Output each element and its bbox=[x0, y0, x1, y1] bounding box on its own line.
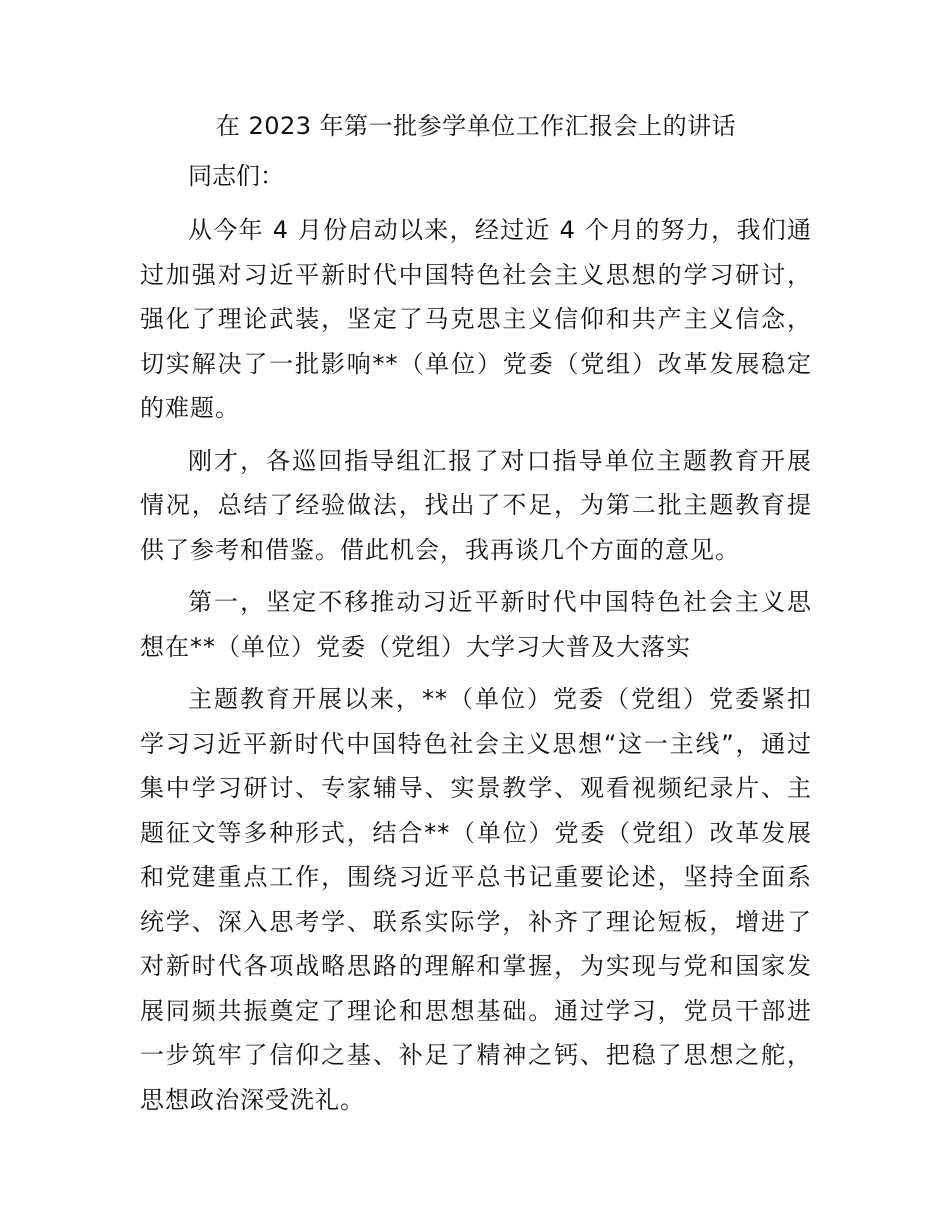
paragraph-study-summary: 主题教育开展以来，**（单位）党委（党组）党委紧扣学习习近平新时代中国特色社会主义思想“这一主线”，通过集中学习研讨、专家辅导、实景教学、观看视频纪录片、主题征文等多种形式，结合**（单位）党委（党组）改革发展和党建重点工作，围绕习近平总书记重要论述，坚持全面系统学、深入思考学、联系实际学，补齐了理论短板，增进了对新时代各项战略思路的理解和掌握，为实现与党和国家发展同频共振奠定了理论和思想基础。通过学习，党员干部进一步筑牢了信仰之基、补足了精神之钙、把稳了思想之舵，思想政治深受洗礼。 bbox=[140, 685, 812, 1114]
paragraph-intro: 从今年 4 月份启动以来，经过近 4 个月的努力，我们通过加强对习近平新时代中国特色社会主义思想的学习研讨，强化了理论武装，坚定了马克思主义信仰和共产主义信念，切实解决了一批影响**（单位）党委（党组）改革发展稳定的难题。 bbox=[140, 216, 812, 422]
section-heading-first: 第一，坚定不移推动习近平新时代中国特色社会主义思想在**（单位）党委（党组）大学习大普及大落实 bbox=[140, 588, 812, 661]
salutation: 同志们： bbox=[188, 162, 284, 190]
document-page bbox=[140, 104, 812, 1130]
paragraph-review: 刚才，各巡回指导组汇报了对口指导单位主题教育开展情况，总结了经验做法，找出了不足，为第二批主题教育提供了参考和借鉴。借此机会，我再谈几个方面的意见。 bbox=[140, 446, 812, 564]
document-title: 在 2023 年第一批参学单位工作汇报会上的讲话 bbox=[215, 112, 737, 140]
